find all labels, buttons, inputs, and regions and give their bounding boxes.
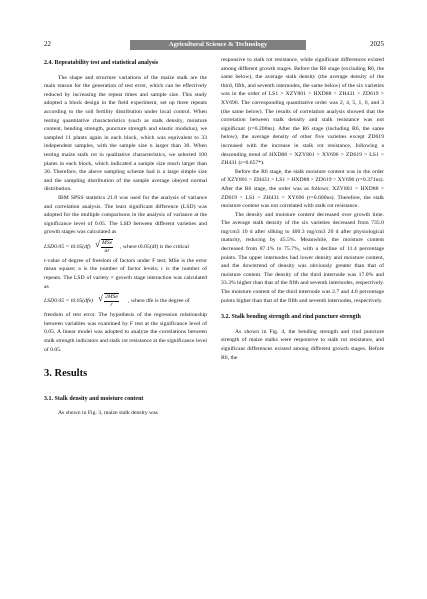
section-heading-2-4: 2.4. Repeatability test and statistical analysis	[44, 60, 159, 66]
equation-lsd-1-rhs: , where t0.05(df) is the critical	[120, 243, 190, 250]
equation-lsd-2-numerator: 2MSe	[105, 294, 118, 301]
equation-lsd-1-numerator: MSe	[102, 239, 113, 246]
equation-lsd-1	[44, 239, 207, 256]
paragraph-repeatability: The shape and structure variations of the maize stalk are the main reason for the generation of test error, which can be effectively reduced by increasing the repeat times and sample size. This study adopted a block design in the field experiment, set up three repeats according to the soil fertility distribution under local control. When testing quantitative characteristics (such as stalk density, moisture content, bending strength, puncture strength and elastic modulus), we sampled 11 plants again in each block, which was equivalent to 33 independent samples, with the sample size n larger than 30. When testing maize stalk rot in qualitative characteristics, we selected 100 plants in each block, which indicated a sample size much larger than 30. Therefore, the above sampling scheme had is a large simple size and the sampling distribution of the sample average obeyed normal distribution.	[44, 74, 207, 193]
equation-lsd-2-fraction	[104, 293, 119, 309]
journal-title: Agricultural Science & Technology	[130, 40, 306, 50]
equation-lsd-2-rhs: , where dfe is the degree of	[128, 298, 190, 305]
paragraph-stalk-density: responsive to stalk rot resistance, while significant differences existed among different growth stages. Before the R6 stage (excluding R6, the same below), the average stalk density (the average density of the third, fifth, and seventh internodes, the same below) of the six varieties was in the order of LS1 > XZY801 > HXD88 > ZH431 > ZD619 > XY696. The corresponding quantitative order was 2, 4, 5, 1, 6, and 3 (the same below). The results of correlation analysis showed that the correlation between stalk density and stalk resistance was not significant (r=0.200ns). After the R6 stage (including R6, the same below), the average density of other five varieties except ZD619 increased with the increase in stalk rot resistance, following a descending trend of HXD88 > XZY801 > XY696 > ZD619 > LS1 > ZH431 (r=0.657*).	[221, 57, 384, 167]
right-column	[221, 56, 384, 362]
page-number: 22	[44, 40, 51, 48]
paragraph-moisture-order: Before the R6 stage, the stalk moisture content was in the order of XZY801 > ZH431 > LS1 > HXD88 > ZD619 > XY696 (r=0.371ns). After the R6 stage, the order was as follows: XZY801 > HXD88 > ZD619 > LS1 > ZH431 > XY696 (r=0.600ns). Therefore, the stalk moisture content was not correlated with stalk rot resistance.	[221, 168, 384, 210]
sqrt-icon: √	[95, 238, 100, 249]
paragraph-regression: freedom of test error. The hypothesis of the regression relationship between variables was examined by F test at the significance level of 0.05. A linear model was adopted to analyze the correlations between stalk strength indicators and stalk rot resistance at the significance level of 0.05.	[44, 312, 207, 353]
section-heading-3: 3. Results	[44, 368, 88, 380]
paragraph-density-decrease: The density and moisture content decreased over growth time. The average stalk density of the six varieties decreased from 735.0 mg/cm3 10 d after silking to 400.3 mg/cm3 20 d after physiological maturity, reducing by 45.5%. Meanwhile, the moisture content decreased from 87.1% to 75.7%, with a decline of 11.4 percentage points. The upper internodes had lower density and moisture content, and the downtrend of density was obviously greater than that of moisture content. The density of the third internode was 17.0% and 33.3% higher than that of the fifth and seventh internodes, respectively. The moisture content of the third internode was 2.7 and 4.6 percentage points higher than that of the fifth and seventh internodes, respectively.	[221, 211, 384, 304]
sqrt-icon: √	[98, 293, 103, 304]
section-heading-3-2: 3.2. Stalk bending strength and rind puncture strength	[221, 314, 361, 321]
equation-lsd-2-denominator: r	[110, 302, 113, 309]
paragraph-lsd-definitions: t-value of degree of freedom of factors under F test; MSe is the error mean square; a is the number of factor levels; r is the number of repeats. The LSD of variety × growth stage interaction was calculated as	[44, 257, 207, 290]
running-header	[44, 40, 384, 50]
equation-lsd-1-lhs: LSD0.05 = t0.05(df)	[44, 243, 91, 250]
paragraph-fig3-intro: As shown in Fig. 3, maize stalk density was	[58, 410, 158, 417]
equation-lsd-2-lhs: LSD0.05 = t0.05(dfe)	[44, 298, 94, 305]
equation-lsd-1-denominator: ar	[104, 247, 110, 254]
equation-lsd-1-fraction	[101, 239, 113, 255]
left-column	[44, 56, 207, 418]
paragraph-bending-strength: As shown in Fig. 4, the bending strength and rind puncture strength of maize stalks were responsive to stalk rot resistance, and significant differences existed among different growth stages. Before R6, the	[221, 328, 384, 361]
header-year: 2025	[370, 40, 384, 48]
section-heading-3-1: 3.1. Stalk density and moisture content	[44, 395, 144, 402]
equation-lsd-2	[44, 293, 207, 310]
paragraph-spss: IBM SPSS statistics 21.0 was used for the analysis of variance and correlation analysis. The least significant difference (LSD) was adopted for the multiple comparisons in the analysis of variance at the significance level of 0.05. The LSD between different varieties and growth stages was calculated as	[44, 194, 207, 236]
